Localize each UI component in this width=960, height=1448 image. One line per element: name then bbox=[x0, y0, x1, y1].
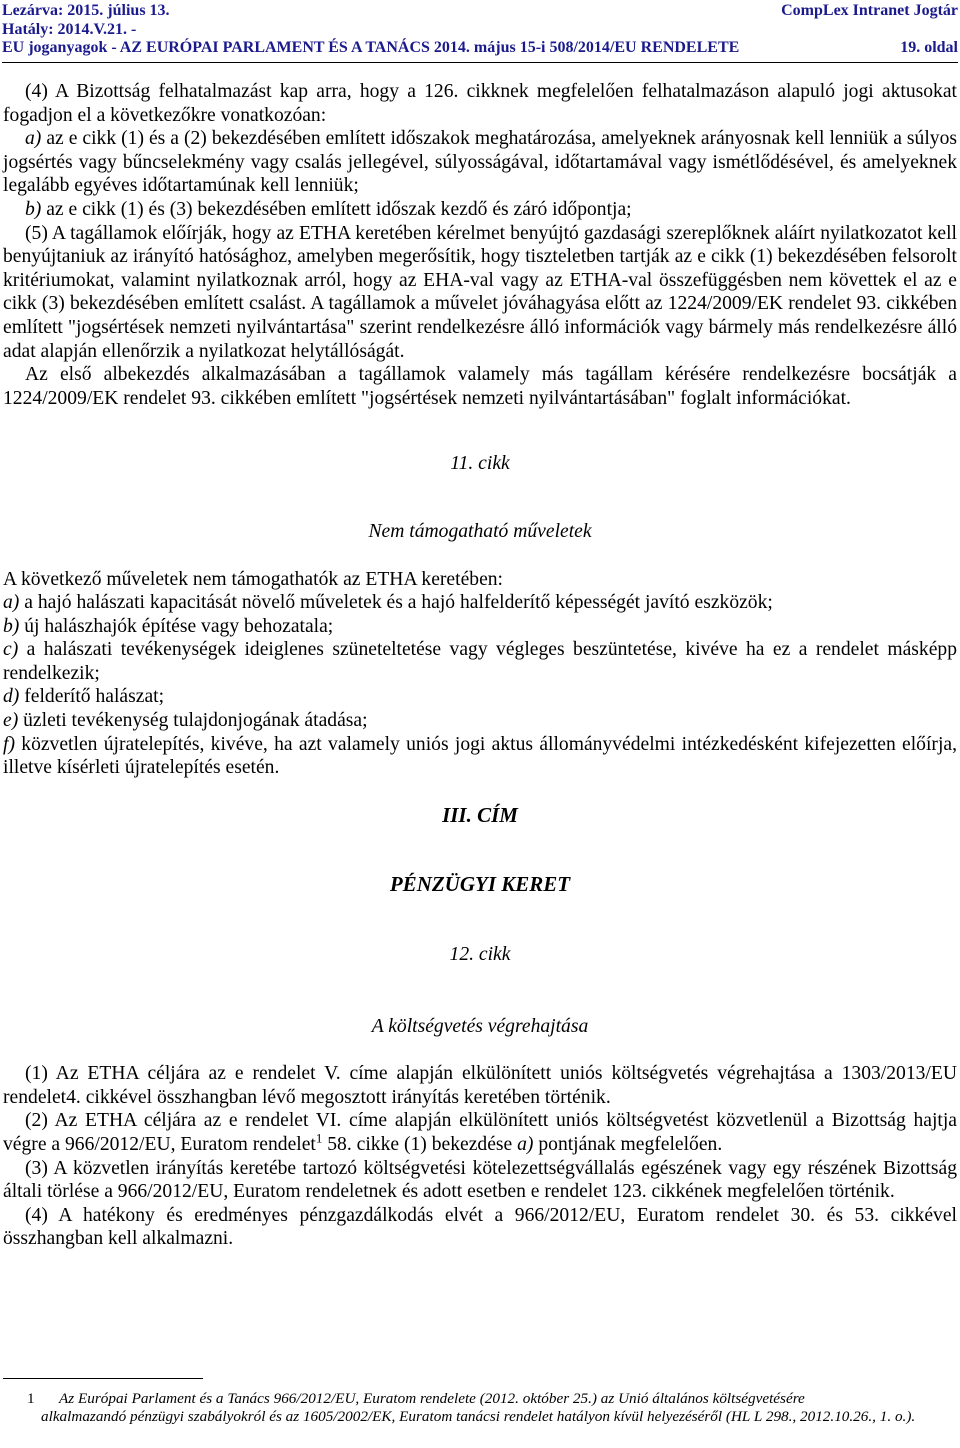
paragraph bbox=[3, 1109, 957, 1156]
paragraph-text: 58. cikke (1) bekezdése bbox=[322, 1134, 518, 1155]
footnote-text-rest: alkalmazandó pénzügyi szabályokról és az 1605/2002/EK, Euratom tanácsi rendelet hatályon kívül helyezéséről (HL L 298., 2012.10.26., 1. o.). bbox=[41, 1408, 916, 1426]
footnote-ref[interactable]: 1 bbox=[315, 1130, 323, 1146]
list-label: e) bbox=[3, 710, 19, 732]
list-text: közvetlen újratelepítés, kivéve, ha azt valamely uniós jogi aktus állományvédelmi intézkedésként kifejezetten előírja, illetve kísérleti újratelepítés esetén. bbox=[3, 733, 957, 779]
footnote-divider bbox=[3, 1378, 203, 1379]
list-label: b) bbox=[3, 615, 20, 637]
list-text: az e cikk (1) és a (2) bekezdésében említett időszakok meghatározása, amelyeknek arányosnak kell lenniük a súlyos jogsértés vagy bűncselekmény vagy csalás jellegével, súlyosságával, időtartamával vagy ismétlődésével, és amelyeknek legalább egyéves időtartamúnak kell lenniük; bbox=[3, 128, 957, 197]
list-item bbox=[3, 709, 957, 733]
header-validity: Hatály: 2014.V.21. - bbox=[2, 21, 137, 38]
header-closed-date: Lezárva: 2015. július 13. bbox=[2, 2, 170, 19]
list-label: a) bbox=[25, 128, 42, 150]
list-item bbox=[3, 733, 957, 780]
part-heading: III. CÍM bbox=[442, 802, 518, 827]
list-text: a halászati tevékenységek ideiglenes szüneteltetése vagy végleges beszüntetése, kivéve ha ez a rendelet másképp rendelkezik; bbox=[3, 639, 957, 684]
paragraph-text: (2) Az ETHA céljára az e rendelet VI. címe alapján elkülönített uniós költségvetést közvetlenül a Bizottság hajtja végre a 966/2012/EU, Euratom rendelet bbox=[3, 1110, 957, 1155]
article-title: Nem támogatható műveletek bbox=[368, 520, 592, 542]
footnote bbox=[3, 1390, 957, 1427]
list-text: üzleti tevékenység tulajdonjogának átadása; bbox=[18, 710, 368, 732]
paragraph: (5) A tagállamok előírják, hogy az ETHA keretében kérelmet benyújtó gazdasági szereplőknek aláírt nyilatkozatot kell benyújtaniuk az irányító hatósághoz, amelyben megerősítik, hogy tiszteletben tartják az e cikk (1) bekezdésében felsorolt kritériumokat, valamint nyilatkoznak arról, hogy az EHA-val vagy az ETHA-val összefüggésben nem követtek el az e cikk (3) bekezdésében említett csalást. A tagállamok a művelet jóváhagyása előtt az 1224/2009/EK rendelet 93. cikkében említett "jogsértések nemzeti nyilvántartása" szerint rendelkezésre álló információk vagy bármely más rendelkezésre álló adat alapján ellenőrzik a nyilatkozat helytállóságát. bbox=[3, 222, 957, 362]
list-label: d) bbox=[3, 686, 20, 708]
list-item bbox=[3, 685, 957, 709]
document-body bbox=[3, 80, 957, 1251]
footnote-text-line1: Az Európai Parlament és a Tanács 966/2012/EU, Euratom rendelete (2012. október 25.) az Unió általános költségvetésére bbox=[59, 1390, 805, 1407]
list-item bbox=[3, 638, 957, 685]
paragraph: A következő műveletek nem támogathatók az ETHA keretében: bbox=[3, 568, 504, 590]
header-document-title: EU joganyagok - AZ EURÓPAI PARLAMENT ÉS A TANÁCS 2014. május 15-i 508/2014/EU RENDELETE bbox=[2, 39, 740, 56]
list-text: az e cikk (1) és (3) bekezdésében említett időszak kezdő és záró időpontja; bbox=[41, 198, 632, 220]
page-header bbox=[2, 0, 958, 62]
list-text: a hajó halászati kapacitását növelő műveletek és a hajó halfelderítő képességét javító eszközök; bbox=[19, 592, 773, 614]
header-app-name: CompLex Intranet Jogtár bbox=[781, 2, 958, 19]
article-title: A költségvetés végrehajtása bbox=[371, 1015, 589, 1037]
header-page-number: 19. oldal bbox=[900, 39, 958, 56]
article-heading: 12. cikk bbox=[449, 944, 511, 966]
part-title: PÉNZÜGYI KERET bbox=[389, 872, 571, 897]
list-item bbox=[3, 591, 957, 615]
list-text: új halászhajók építése vagy behozatala; bbox=[19, 615, 334, 637]
footnote-number: 1 bbox=[27, 1390, 35, 1407]
list-text: felderítő halászat; bbox=[19, 686, 165, 708]
point-ref: a) bbox=[517, 1134, 534, 1155]
list-label: a) bbox=[3, 592, 20, 614]
paragraph: Az első albekezdés alkalmazásában a tagállamok valamely más tagállam kérésére rendelkezésre bocsátják a 1224/2009/EK rendelet 93. cikkében említett "jogsértések nemzeti nyilvántartásában" foglalt információkat. bbox=[3, 364, 957, 409]
paragraph: (4) A hatékony és eredményes pénzgazdálkodás elvét a 966/2012/EU, Euratom rendelet 30. és 53. cikkével összhangban kell alkalmazni. bbox=[3, 1204, 957, 1250]
paragraph: (1) Az ETHA céljára az e rendelet V. címe alapján elkülönített uniós költségvetés végrehajtása a 1303/2013/EU rendelet4. cikkével összhangban lévő megosztott irányítás keretében történik. bbox=[3, 1063, 957, 1108]
list-item bbox=[3, 198, 957, 222]
paragraph-text: pontjának megfelelően. bbox=[533, 1134, 723, 1155]
paragraph: (3) A közvetlen irányítás keretébe tartozó költségvetési kötelezettségvállalás egészének vagy egy részének Bizottság általi törlése a 966/2012/EU, Euratom rendeletnek és adott esetben e rendelet 123. cikkének megfelelően történik. bbox=[3, 1157, 957, 1203]
list-label: f) bbox=[3, 733, 15, 755]
paragraph: (4) A Bizottság felhatalmazást kap arra, hogy a 126. cikknek megfelelően felhatalmazáson alapuló jogi aktusokat fogadjon el a következőkre vonatkozóan: bbox=[3, 81, 957, 126]
list-item bbox=[3, 615, 957, 639]
list-item bbox=[3, 127, 957, 198]
list-label: c) bbox=[3, 639, 19, 661]
list-label: b) bbox=[25, 198, 42, 220]
header-divider bbox=[2, 62, 958, 63]
article-heading: 11. cikk bbox=[450, 453, 510, 475]
